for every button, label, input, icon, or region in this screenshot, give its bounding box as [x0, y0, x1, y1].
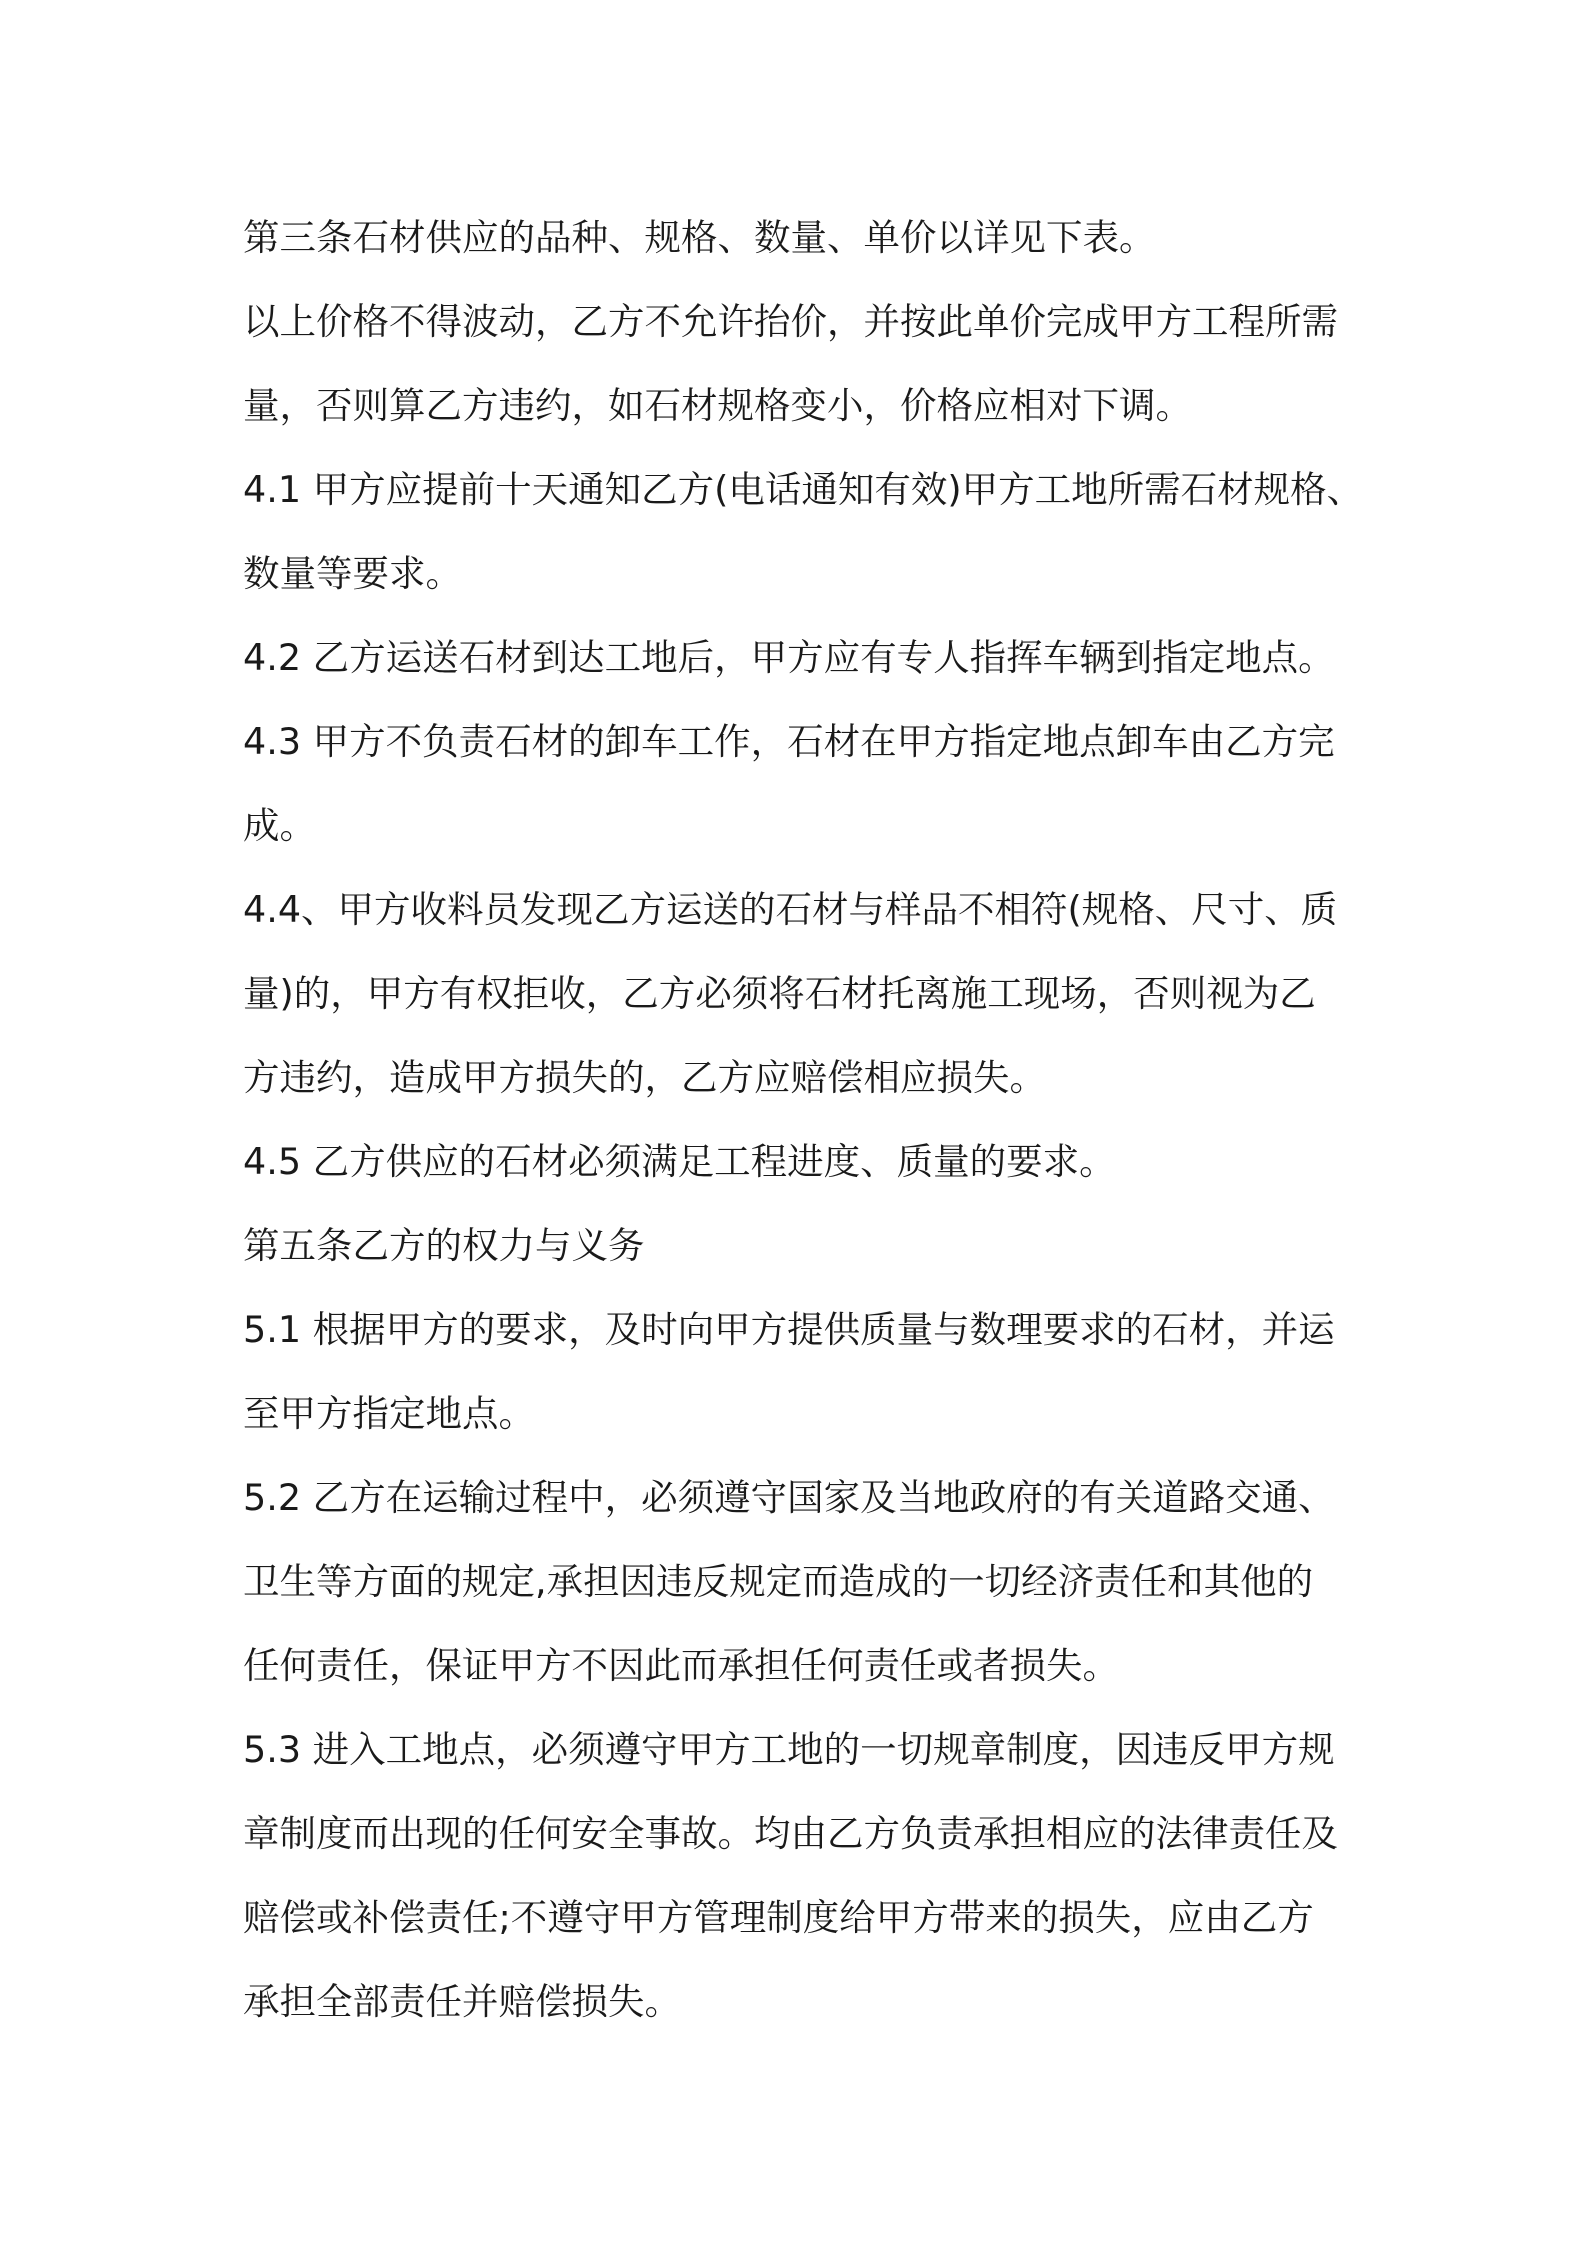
text-line: 4.3 甲方不负责石材的卸车工作，石材在甲方指定地点卸车由乙方完 — [243, 720, 1335, 763]
text-line: 量，否则算乙方违约，如石材规格变小，价格应相对下调。 — [243, 384, 1192, 427]
text-line: 成。 — [243, 804, 316, 847]
text-line: 第五条乙方的权力与义务 — [243, 1224, 645, 1267]
text-line: 量)的，甲方有权拒收，乙方必须将石材托离施工现场，否则视为乙 — [243, 972, 1316, 1015]
text-line: 数量等要求。 — [243, 552, 462, 595]
text-line: 章制度而出现的任何安全事故。均由乙方负责承担相应的法律责任及 — [243, 1812, 1338, 1855]
text-line: 以上价格不得波动，乙方不允许抬价，并按此单价完成甲方工程所需 — [243, 300, 1338, 343]
text-line: 卫生等方面的规定,承担因违反规定而造成的一切经济责任和其他的 — [243, 1560, 1314, 1603]
text-line: 4.5 乙方供应的石材必须满足工程进度、质量的要求。 — [243, 1140, 1116, 1183]
text-line: 5.1 根据甲方的要求，及时向甲方提供质量与数理要求的石材，并运 — [243, 1308, 1335, 1351]
text-line: 任何责任，保证甲方不因此而承担任何责任或者损失。 — [243, 1644, 1119, 1687]
text-line: 第三条石材供应的品种、规格、数量、单价以详见下表。 — [243, 216, 1156, 259]
text-line: 赔偿或补偿责任;不遵守甲方管理制度给甲方带来的损失，应由乙方 — [243, 1896, 1314, 1939]
text-line: 4.4、甲方收料员发现乙方运送的石材与样品不相符(规格、尺寸、质 — [243, 888, 1338, 931]
text-line: 至甲方指定地点。 — [243, 1392, 535, 1435]
text-line: 5.3 进入工地点，必须遵守甲方工地的一切规章制度，因违反甲方规 — [243, 1728, 1335, 1771]
text-line: 方违约，造成甲方损失的，乙方应赔偿相应损失。 — [243, 1056, 1046, 1099]
text-line: 4.2 乙方运送石材到达工地后，甲方应有专人指挥车辆到指定地点。 — [243, 636, 1335, 679]
text-line: 4.1 甲方应提前十天通知乙方(电话通知有效)甲方工地所需石材规格、 — [243, 468, 1364, 511]
document-body — [243, 196, 1373, 2044]
text-line: 承担全部责任并赔偿损失。 — [243, 1980, 681, 2023]
text-line: 5.2 乙方在运输过程中，必须遵守国家及当地政府的有关道路交通、 — [243, 1476, 1335, 1519]
